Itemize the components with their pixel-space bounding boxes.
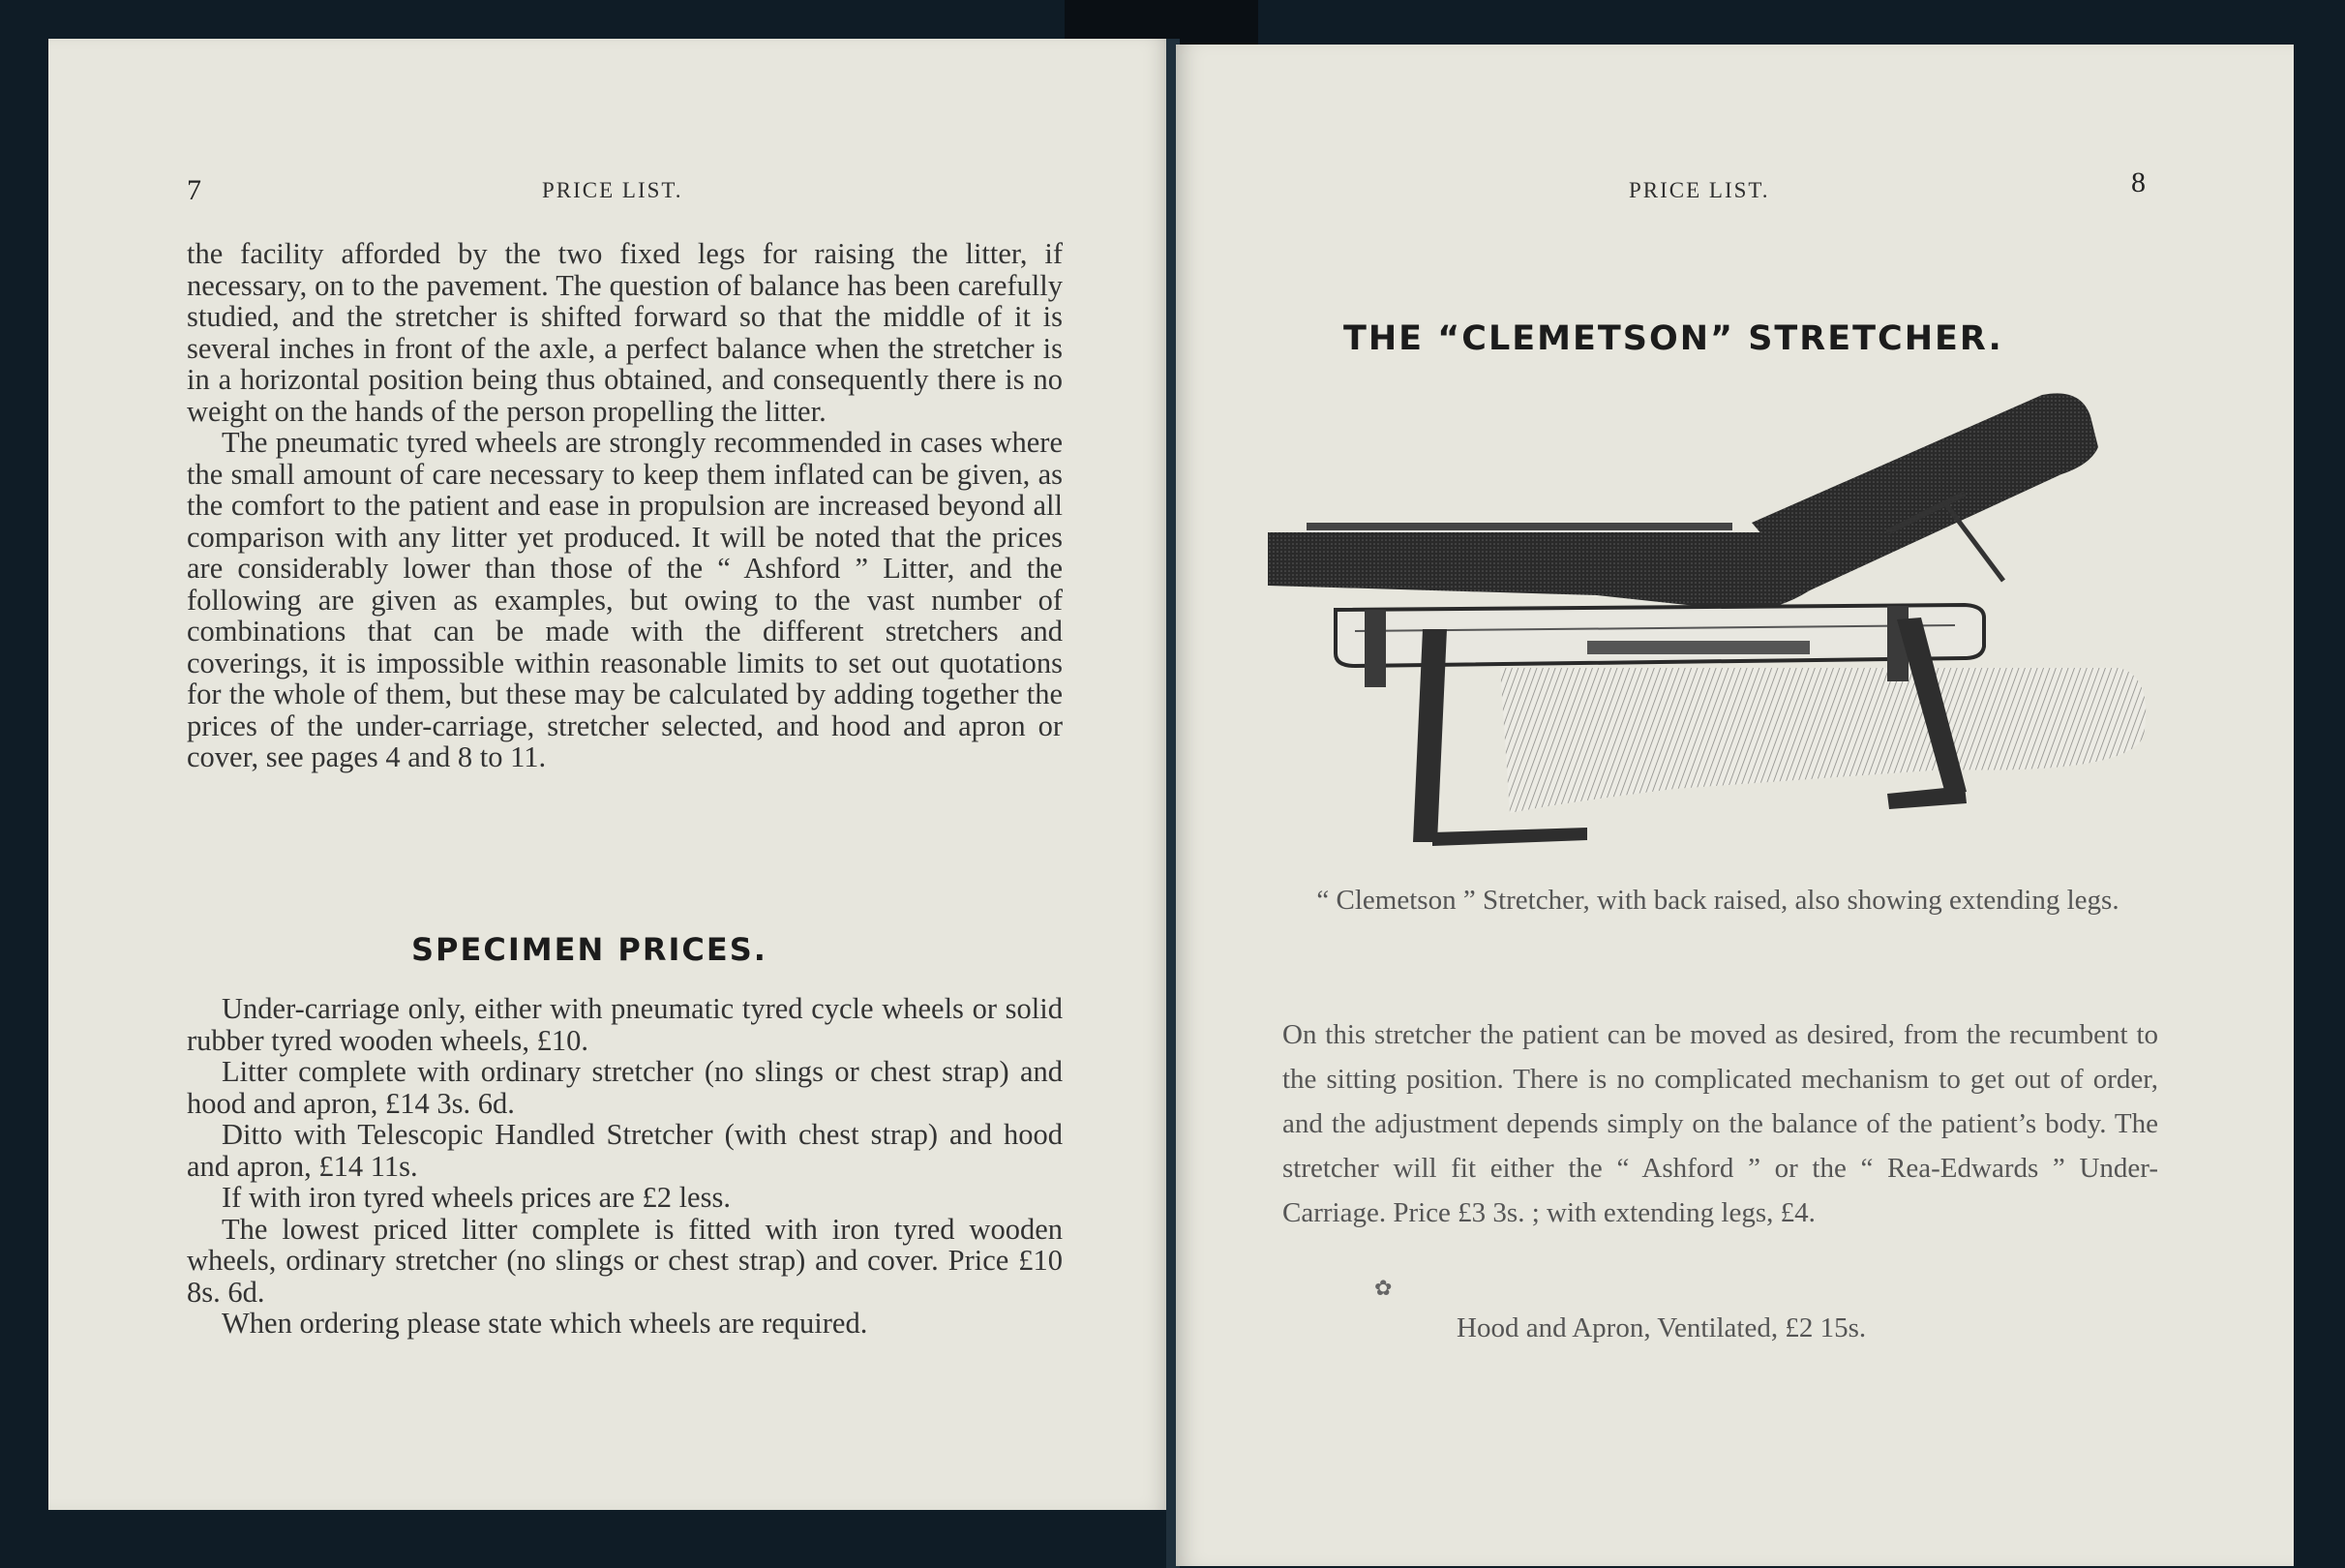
right-body-text [1282, 1012, 2158, 1235]
list-item: When ordering please state which wheels are required. [222, 1307, 868, 1340]
list-item: Under-carriage only, either with pneumatic tyred cycle wheels or solid rubber tyred wooden wheels, £10. [187, 992, 1063, 1057]
leg-foot [1432, 828, 1587, 846]
list-item: Litter complete with ordinary stretcher (no slings or chest strap) and hood and apron, £14 3s. 6d. [187, 1055, 1063, 1120]
floor-shadow [1500, 668, 2146, 813]
figure-caption: “ Clemetson ” Stretcher, with back raised, also showing extending legs. [1316, 885, 2120, 916]
cross-bar [1587, 641, 1810, 654]
paragraph: On this stretcher the patient can be moved as desired, from the recumbent to the sitting position. There is no complicated mechanism to get out of order, and the adjustment depends simply on the balance of the patient’s body. The stretcher will fit either the “ Ashford ” or the “ Rea-Edwards ” Under-Carriage. Price £3 3s. ; with extending legs, £4. [1282, 1019, 2158, 1228]
right-running-head: PRICE LIST. [1629, 178, 1770, 202]
stretcher-bed [1268, 532, 1810, 611]
paragraph: the facility afforded by the two fixed legs for raising the litter, if necessary, on to the pavement. The question of balance has been carefully studied, and the stretcher is shifted forward so that the middle of it is several inches in front of the axle, a perfect balance when the stretcher is in a horizontal position being thus obtained, and consequently there is no weight on the hands of the person propelling the litter. [187, 237, 1063, 428]
specimen-prices-heading: SPECIMEN PRICES. [411, 931, 767, 968]
hood-and-apron-price: Hood and Apron, Ventilated, £2 15s. [1457, 1312, 1867, 1343]
bracket [1365, 610, 1386, 687]
leg-foot [1887, 786, 1967, 809]
left-running-head: PRICE LIST. [542, 178, 683, 202]
paragraph: The pneumatic tyred wheels are strongly recommended in cases where the small amount of care necessary to keep them inflated can be given, as the comfort to the patient and ease in propulsion are increased beyond all comparison with any litter yet produced. It will be noted that the prices are considerably lower than those of the “ Ashford ” Litter, and the following are given as examples, but owing to the vast number of combinations that can be made with the different stretchers and coverings, it is impossible within reasonable limits to set out quotations for the whole of them, but these may be calculated by adding together the prices of the under-carriage, stretcher selected, and hood and apron or cover, see pages 4 and 8 to 11. [187, 426, 1063, 773]
top-rail [1307, 523, 1732, 530]
left-body-text [187, 238, 1063, 773]
right-page-number: 8 [2131, 166, 2146, 198]
list-item: The lowest priced litter complete is fitted with iron tyred wooden wheels, ordinary stretcher (no slings or chest strap) and cover. Price £10 8s. 6d. [187, 1212, 1063, 1309]
stretcher-illustration [1268, 387, 2158, 861]
list-item: If with iron tyred wheels prices are £2 less. [222, 1181, 731, 1214]
left-page-number: 7 [187, 174, 201, 206]
list-item: Ditto with Telescopic Handled Stretcher (with chest strap) and hood and apron, £14 11s. [187, 1118, 1063, 1183]
stretcher-title: THE “CLEMETSON” STRETCHER. [1343, 319, 2003, 358]
specimen-prices-list [187, 993, 1063, 1340]
ink-mark-icon: ✿ [1374, 1276, 1393, 1300]
back-strut [1945, 503, 2003, 581]
